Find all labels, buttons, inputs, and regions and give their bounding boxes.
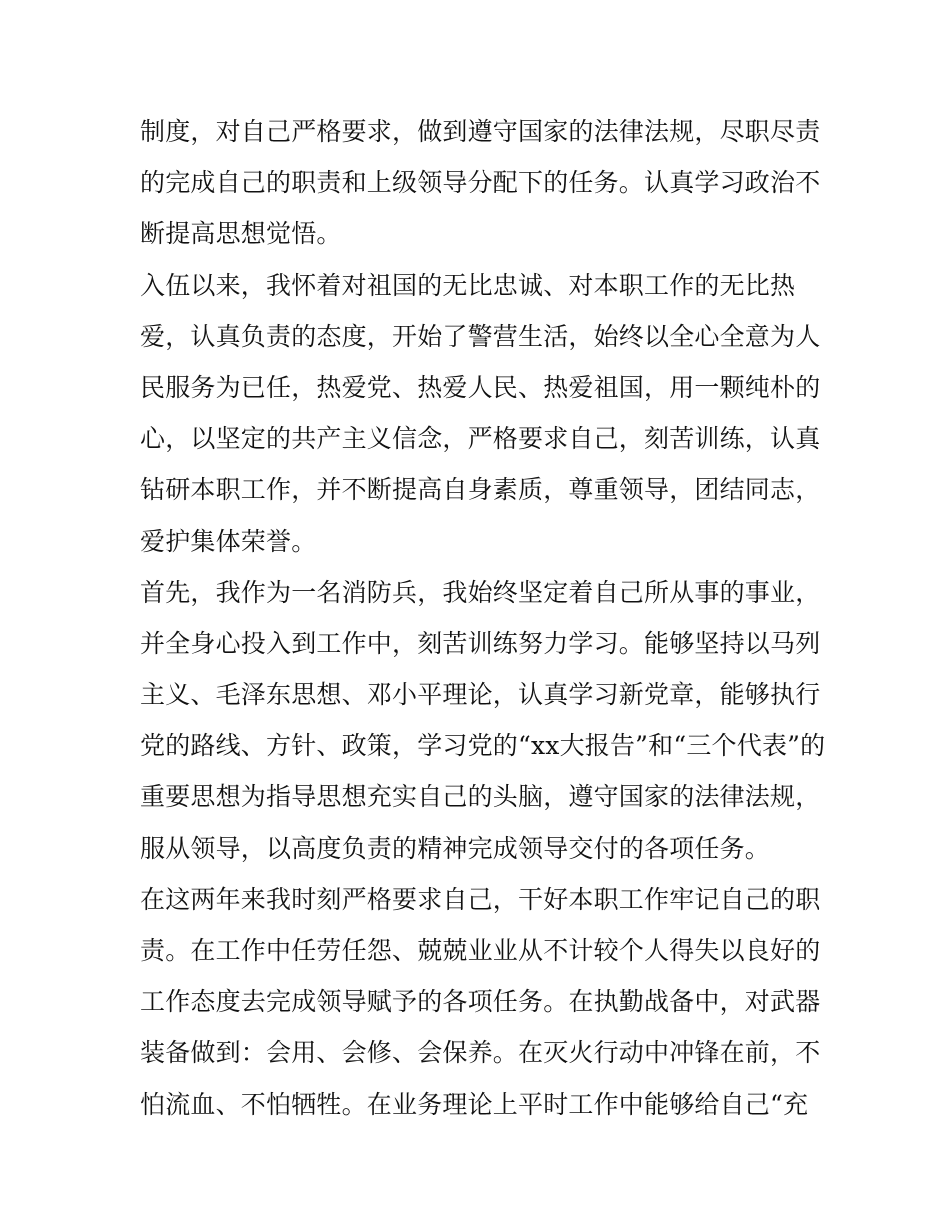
text-line: 制度，对自己严格要求，做到遵守国家的法律法规，尽职尽责 [140, 117, 821, 146]
text-line: 的完成自己的职责和上级领导分配下的任务。认真学习政治不 [140, 168, 821, 198]
text-line: 爱，认真负责的态度，开始了警营生活，始终以全心全意为人 [140, 321, 821, 351]
paragraph-2 [140, 260, 820, 567]
text-line: 主义、毛泽东思想、邓小平理论，认真学习新党章，能够执行 [140, 680, 821, 710]
text-line: 并全身心投入到工作中，刻苦训练努力学习。能够坚持以马列 [140, 628, 821, 658]
text-line: 重要思想为指导思想充实自己的头脑，遵守国家的法律法规， [140, 782, 821, 812]
text-line: 工作态度去完成领导赋予的各项任务。在执勤战备中，对武器 [140, 987, 821, 1017]
text-line: 民服务为已任，热爱党、热爱人民、热爱祖国，用一颗纯朴的 [140, 372, 821, 402]
text-line: 党的路线、方针、政策，学习党的“xx大报告”和“三个代表”的 [140, 731, 826, 761]
text-line: 在这两年来我时刻严格要求自己，干好本职工作牢记自己的职 [140, 884, 821, 914]
text-line: 心，以坚定的共产主义信念，严格要求自己，刻苦训练，认真 [140, 424, 821, 454]
paragraph-1 [140, 106, 820, 260]
text-line: 装备做到：会用、会修、会保养。在灭火行动中冲锋在前，不 [140, 1038, 821, 1068]
document-body [140, 106, 826, 1130]
text-line: 钻研本职工作，并不断提高自身素质，尊重领导，团结同志， [140, 475, 821, 505]
text-line: 首先，我作为一名消防兵，我始终坚定着自己所从事的事业， [140, 577, 821, 607]
text-line: 怕流血、不怕牺牲。在业务理论上平时工作中能够给自己“充 [140, 1089, 809, 1119]
text-line: 责。在工作中任劳任怨、兢兢业业从不计较个人得失以良好的 [140, 936, 821, 965]
text-line: 断提高思想觉悟。 [140, 219, 342, 249]
paragraph-4 [140, 874, 820, 1130]
text-line: 爱护集体荣誉。 [140, 526, 317, 556]
text-line: 入伍以来，我怀着对祖国的无比忠诚、对本职工作的无比热 [140, 270, 796, 300]
paragraph-3 [140, 567, 826, 874]
text-line: 服从领导，以高度负责的精神完成领导交付的各项任务。 [140, 833, 771, 863]
